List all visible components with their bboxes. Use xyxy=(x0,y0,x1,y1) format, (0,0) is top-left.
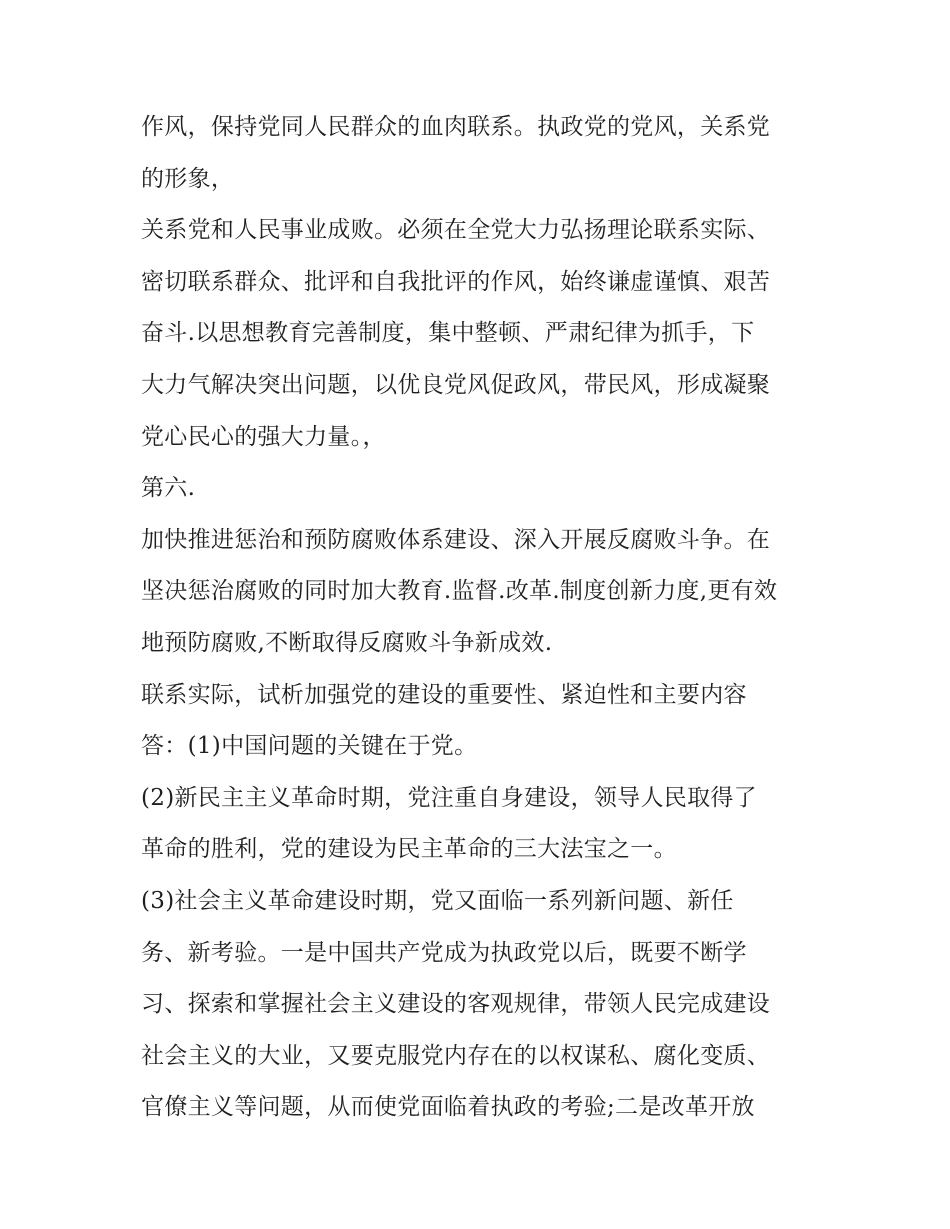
section-heading: 第六. xyxy=(141,475,196,502)
text-line: 奋斗.以思想教育完善制度，集中整顿、严肃纪律为抓手，下 xyxy=(141,320,755,347)
text-line: 坚决惩治腐败的同时加大教育.监督.改革.制度创新力度,更有效 xyxy=(141,578,778,605)
question-line: 联系实际，试析加强党的建设的重要性、紧迫性和主要内容 xyxy=(141,681,747,708)
text-line: 大力气解决突出问题，以优良党风促政风，带民风，形成凝聚 xyxy=(141,371,771,398)
text-line: (3)社会主义革命建设时期，党又面临一系列新问题、新任 xyxy=(141,887,734,914)
text-line: 的形象， xyxy=(141,165,235,192)
text-line: 加快推进惩治和预防腐败体系建设、深入开展反腐败斗争。在 xyxy=(141,526,771,553)
answer-line: 答：(1)中国问题的关键在于党。 xyxy=(141,733,478,760)
text-line: 关系党和人民事业成败。必须在全党大力弘扬理论联系实际、 xyxy=(141,217,771,244)
text-line: 习、探索和掌握社会主义建设的客观规律，带领人民完成建设 xyxy=(141,991,771,1018)
text-line: 地预防腐败,不断取得反腐败斗争新成效. xyxy=(141,629,553,656)
text-line: 务、新考验。一是中国共产党成为执政党以后，既要不断学 xyxy=(141,939,747,966)
text-line: 作风，保持党同人民群众的血肉联系。执政党的党风，关系党 xyxy=(141,114,771,140)
text-line: 社会主义的大业，又要克服党内存在的以权谋私、腐化变质、 xyxy=(141,1042,771,1069)
document-body xyxy=(141,102,831,1134)
text-line: (2)新民主主义革命时期，党注重自身建设，领导人民取得了 xyxy=(141,784,757,811)
text-line: 官僚主义等问题，从而使党面临着执政的考验;二是改革开放 xyxy=(141,1094,755,1121)
text-line: 革命的胜利，党的建设为民主革命的三大法宝之一。 xyxy=(141,836,677,863)
text-line: 党心民心的强大力量。， xyxy=(141,423,386,450)
text-line: 密切联系群众、批评和自我批评的作风，始终谦虚谨慎、艰苦 xyxy=(141,268,771,295)
